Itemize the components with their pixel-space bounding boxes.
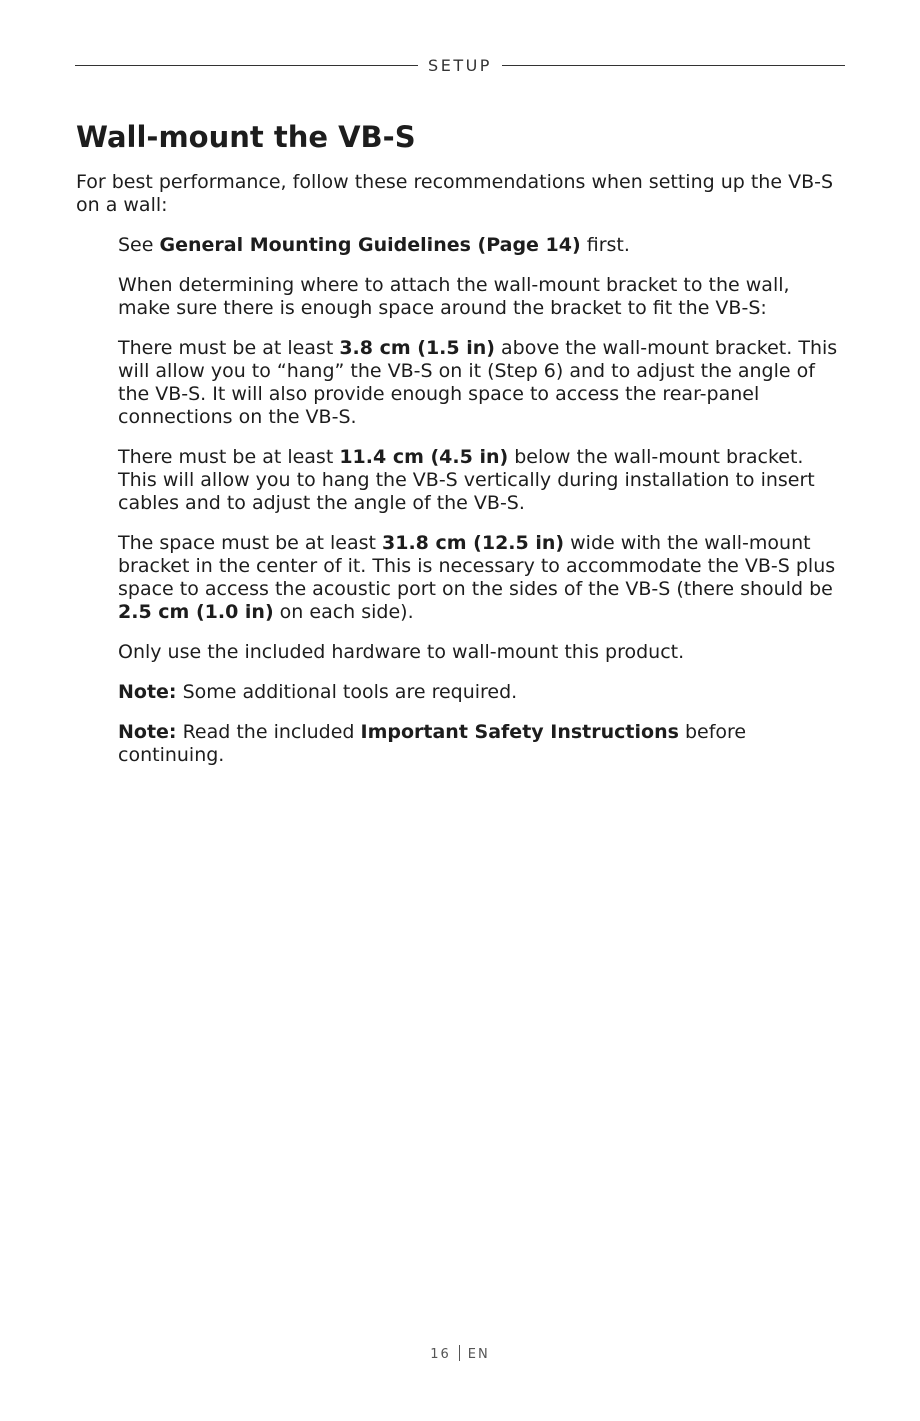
footer-divider	[459, 1345, 460, 1361]
note-tools: Note: Some additional tools are required.	[118, 681, 518, 703]
note-label: Note:	[118, 681, 177, 703]
safety-instructions-ref: Important Safety Instructions	[360, 721, 679, 743]
page-number: 16	[430, 1347, 451, 1362]
section-header	[75, 54, 845, 76]
width-paragraph: The space must be at least 31.8 cm (12.5 in) wide with the wall-mount bracket in the center of it. This is necessary to accommodate the VB-S plus space to access the acoustic port on the sides of the VB-S (there should be 2.5 cm (1.0 in) on each side).	[118, 532, 836, 623]
below-measurement: 11.4 cm (4.5 in)	[339, 446, 509, 468]
guidelines-paragraph: See General Mounting Guidelines (Page 14) first.	[118, 234, 630, 256]
width-measurement: 31.8 cm (12.5 in)	[382, 532, 565, 554]
header-rule-left	[75, 65, 418, 66]
note-safety: Note: Read the included Important Safety Instructions before continuing.	[118, 721, 747, 766]
hardware-paragraph: Only use the included hardware to wall-mount this product.	[118, 641, 685, 663]
space-paragraph: When determining where to attach the wall-mount bracket to the wall, make sure there is enough space around the bracket to fit the VB-S:	[118, 274, 790, 319]
above-measurement: 3.8 cm (1.5 in)	[339, 337, 495, 359]
guidelines-link: General Mounting Guidelines (Page 14)	[159, 234, 581, 256]
header-rule-right	[502, 65, 845, 66]
side-measurement: 2.5 cm (1.0 in)	[118, 601, 274, 623]
page-title: Wall-mount the VB-S	[76, 120, 416, 154]
page-footer	[0, 1345, 920, 1362]
note-label: Note:	[118, 721, 177, 743]
language-code: EN	[467, 1347, 490, 1362]
section-label: SETUP	[428, 55, 492, 75]
above-paragraph: There must be at least 3.8 cm (1.5 in) above the wall-mount bracket. This will allow you to “hang” the VB-S on it (Step 6) and to adjust the angle of the VB-S. It will also provide enough space to access the rear-panel connections on the VB-S.	[118, 337, 838, 428]
below-paragraph: There must be at least 11.4 cm (4.5 in) below the wall-mount bracket. This will allow you to hang the VB-S vertically during installation to insert cables and to adjust the angle of the VB-S.	[118, 446, 815, 514]
intro-paragraph: For best performance, follow these recommendations when setting up the VB-S on a wall:	[76, 171, 834, 216]
main-content	[76, 117, 846, 784]
